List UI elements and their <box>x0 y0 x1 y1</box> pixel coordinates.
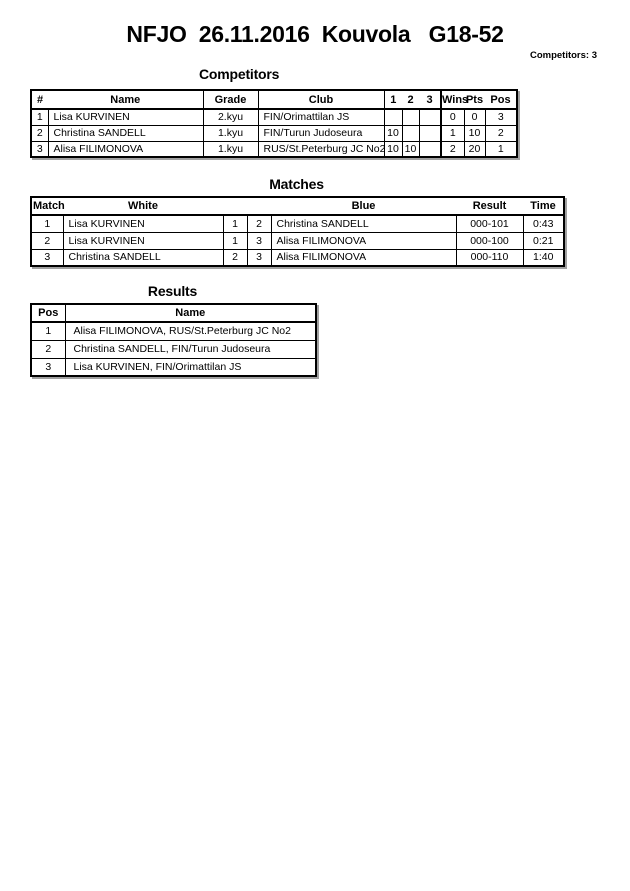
competitor-pts: 0 <box>464 109 485 125</box>
white-player-number: 2 <box>223 249 247 266</box>
competitor-row <box>31 125 517 141</box>
result-name: Alisa FILIMONOVA, RUS/St.Peterburg JC No2 <box>65 322 316 340</box>
round2-score <box>402 109 419 125</box>
col-header-number: # <box>31 90 48 109</box>
col-header-white-num <box>223 197 247 215</box>
results-table <box>30 303 317 377</box>
matches-table <box>30 196 565 267</box>
match-result: 000-100 <box>456 232 523 249</box>
match-row <box>31 232 564 249</box>
result-row <box>31 358 316 376</box>
col-header-match: Match <box>31 197 63 215</box>
round3-score <box>419 125 441 141</box>
result-row <box>31 340 316 358</box>
white-player-number: 1 <box>223 232 247 249</box>
match-time: 0:21 <box>523 232 564 249</box>
white-player: Lisa KURVINEN <box>63 215 223 232</box>
col-header-white: White <box>63 197 223 215</box>
result-pos: 1 <box>31 322 65 340</box>
col-header-wins: Wins <box>441 90 464 109</box>
round2-score: 10 <box>402 141 419 157</box>
blue-player-number: 3 <box>247 249 271 266</box>
competitor-grade: 1.kyu <box>203 125 258 141</box>
competitor-club: RUS/St.Peterburg JC No2 <box>258 141 384 157</box>
match-row <box>31 215 564 232</box>
blue-player: Christina SANDELL <box>271 215 456 232</box>
col-header-blue-num <box>247 197 271 215</box>
competitors-header-row <box>31 90 517 109</box>
competitor-name: Lisa KURVINEN <box>48 109 203 125</box>
col-header-round2: 2 <box>402 90 419 109</box>
col-header-pos: Pos <box>31 304 65 322</box>
round1-score: 10 <box>384 141 402 157</box>
competitor-name: Alisa FILIMONOVA <box>48 141 203 157</box>
competitor-wins: 2 <box>441 141 464 157</box>
competitor-grade: 2.kyu <box>203 109 258 125</box>
competitor-name: Christina SANDELL <box>48 125 203 141</box>
col-header-round1: 1 <box>384 90 402 109</box>
col-header-name: Name <box>48 90 203 109</box>
competitor-pos: 3 <box>485 109 517 125</box>
col-header-round3: 3 <box>419 90 441 109</box>
results-header-row <box>31 304 316 322</box>
result-pos: 2 <box>31 340 65 358</box>
blue-player-number: 3 <box>247 232 271 249</box>
competitor-grade: 1.kyu <box>203 141 258 157</box>
blue-player: Alisa FILIMONOVA <box>271 249 456 266</box>
competitors-section-heading: Competitors <box>199 66 280 82</box>
match-time: 1:40 <box>523 249 564 266</box>
competitor-number: 2 <box>31 125 48 141</box>
white-player-number: 1 <box>223 215 247 232</box>
round3-score <box>419 141 441 157</box>
col-header-name: Name <box>65 304 316 322</box>
match-time: 0:43 <box>523 215 564 232</box>
match-result: 000-101 <box>456 215 523 232</box>
match-number: 2 <box>31 232 63 249</box>
match-number: 3 <box>31 249 63 266</box>
match-result: 000-110 <box>456 249 523 266</box>
competitor-club: FIN/Orimattilan JS <box>258 109 384 125</box>
col-header-blue: Blue <box>271 197 456 215</box>
competitors-count-label: Competitors: 3 <box>529 50 597 61</box>
col-header-pos: Pos <box>485 90 517 109</box>
competitor-pos: 1 <box>485 141 517 157</box>
competitor-number: 1 <box>31 109 48 125</box>
result-row <box>31 322 316 340</box>
col-header-pts: Pts <box>464 90 485 109</box>
competitor-club: FIN/Turun Judoseura <box>258 125 384 141</box>
competitor-pts: 20 <box>464 141 485 157</box>
white-player: Lisa KURVINEN <box>63 232 223 249</box>
match-row <box>31 249 564 266</box>
round1-score <box>384 109 402 125</box>
competitor-wins: 0 <box>441 109 464 125</box>
competitor-pts: 10 <box>464 125 485 141</box>
matches-header-row <box>31 197 564 215</box>
col-header-club: Club <box>258 90 384 109</box>
round3-score <box>419 109 441 125</box>
blue-player: Alisa FILIMONOVA <box>271 232 456 249</box>
competitor-number: 3 <box>31 141 48 157</box>
competitor-row <box>31 141 517 157</box>
result-pos: 3 <box>31 358 65 376</box>
matches-section-heading: Matches <box>269 176 324 192</box>
result-name: Christina SANDELL, FIN/Turun Judoseura <box>65 340 316 358</box>
white-player: Christina SANDELL <box>63 249 223 266</box>
blue-player-number: 2 <box>247 215 271 232</box>
round1-score: 10 <box>384 125 402 141</box>
results-section-heading: Results <box>147 283 198 299</box>
result-name: Lisa KURVINEN, FIN/Orimattilan JS <box>65 358 316 376</box>
competitor-pos: 2 <box>485 125 517 141</box>
match-number: 1 <box>31 215 63 232</box>
col-header-grade: Grade <box>203 90 258 109</box>
col-header-time: Time <box>523 197 564 215</box>
round2-score <box>402 125 419 141</box>
page-title: NFJO 26.11.2016 Kouvola G18-52 <box>126 21 504 47</box>
competitors-table <box>30 89 518 158</box>
competitor-wins: 1 <box>441 125 464 141</box>
col-header-result: Result <box>456 197 523 215</box>
competitor-row <box>31 109 517 125</box>
